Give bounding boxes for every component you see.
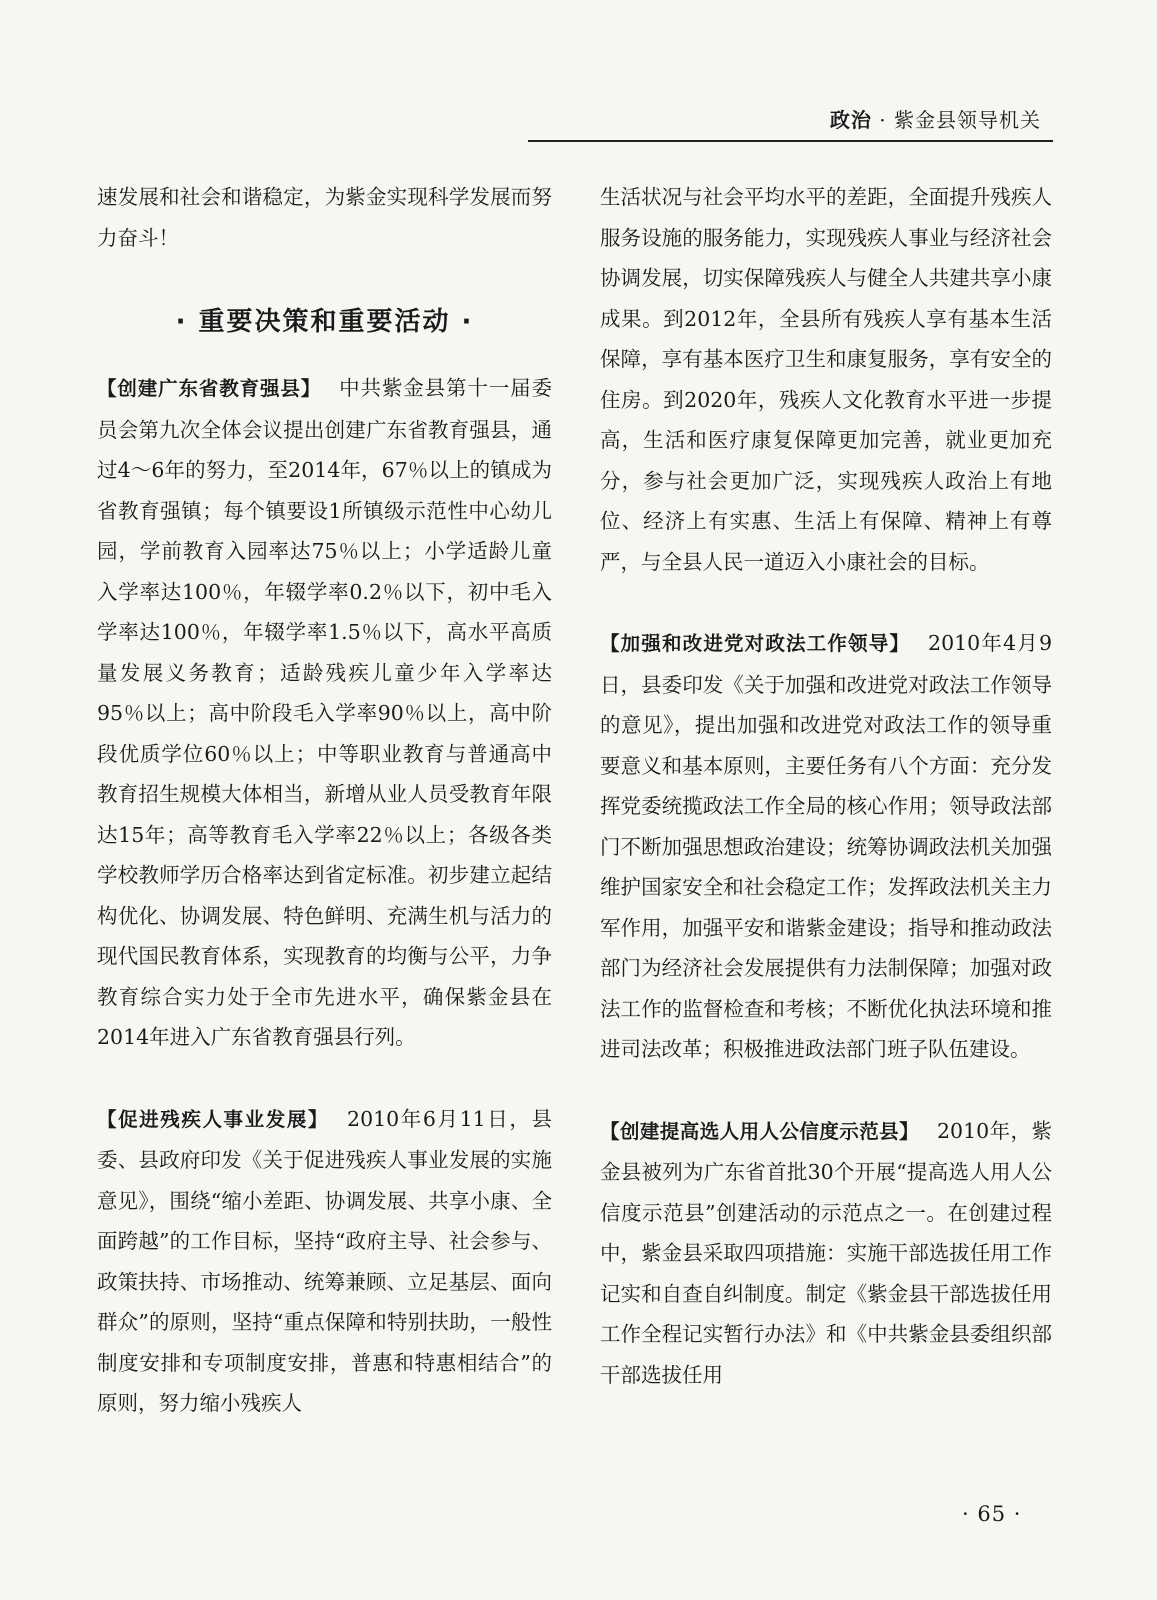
- entry-disabled-heading: 【促进残疾人事业发展】: [97, 1107, 330, 1131]
- entry-education: [97, 368, 552, 1058]
- left-column: [97, 177, 552, 1424]
- entry-disabled-text: 2010年6月11日，县委、县政府印发《关于促进残疾人事业发展的实施意见》，围绕“缩小差距、协调发展、共享小康、全面跨越”的工作目标，坚持“政府主导、社会参与、政策扶持、市场推动、统筹兼顾、立足基层、面向群众”的原则，坚持“重点保障和特别扶助，一般性制度安排和专项制度安排，普惠和特惠相结合”的原则，努力缩小残疾人: [97, 1106, 552, 1415]
- entry-personnel: [600, 1111, 1052, 1396]
- entry-education-text: 中共紫金县第十一届委员会第九次全体会议提出创建广东省教育强县，通过4～6年的努力，至2014年，67％以上的镇成为省教育强镇；每个镇要设1所镇级示范性中心幼儿园，学前教育入园率达75％以上；小学适龄儿童入学率达100％，年辍学率0.2％以下，初中毛入学率达100％，年辍学率1.5％以下，高水平高质量发展义务教育；适龄残疾儿童少年入学率达95％以上；高中阶段毛入学率90％以上，高中阶段优质学位60％以上；中等职业教育与普通高中教育招生规模大体相当，新增从业人员受教育年限达15年；高等教育毛入学率22％以上；各级各类学校教师学历合格率达到省定标准。初步建立起结构优化、协调发展、特色鲜明、充满生机与活力的现代国民教育体系，实现教育的均衡与公平，力争教育综合实力处于全市先进水平，确保紫金县在2014年进入广东省教育强县行列。: [97, 376, 552, 1049]
- entry-personnel-heading: 【创建提高选人用人公信度示范县】: [600, 1119, 920, 1143]
- entry-disabled-continued: 生活状况与社会平均水平的差距，全面提升残疾人服务设施的服务能力，实现残疾人事业与经济社会协调发展，切实保障残疾人与健全人共建共享小康成果。到2012年，全县所有残疾人享有基本生活保障，享有基本医疗卫生和康复服务，享有安全的住房。到2020年，残疾人文化教育水平进一步提高，生活和医疗康复保障更加完善，就业更加充分，参与社会更加广泛，实现残疾人政治上有地位、经济上有实惠、生活上有保障、精神上有尊严，与全县人民一道迈入小康社会的目标。: [600, 185, 1052, 574]
- section-title: · 重要决策和重要活动 ·: [175, 307, 474, 337]
- entry-personnel-text: 2010年，紫金县被列为广东省首批30个开展“提高选人用人公信度示范县”创建活动的示范点之一。在创建过程中，紫金县采取四项措施：实施干部选拔任用工作记实和自查自纠制度。制定《紫金县干部选拔任用工作全程记实暂行办法》和《中共紫金县委组织部干部选拔任用: [600, 1118, 1052, 1387]
- intro-paragraph: 速发展和社会和谐稳定，为紫金实现科学发展而努力奋斗！: [97, 185, 552, 250]
- header-text: [830, 104, 1041, 133]
- entry-legal-text: 2010年4月9日，县委印发《关于加强和改进党对政法工作领导的意见》，提出加强和改进党对政法工作的领导重要意义和基本原则，主要任务有八个方面：充分发挥党委统揽政法工作全局的核心作用；领导政法部门不断加强思想政治建设；统筹协调政法机关加强维护国家安全和社会稳定工作；发挥政法机关主力军作用，加强平安和谐紫金建设；指导和推动政法部门为经济社会发展提供有力法制保障；加强对政法工作的监督检查和考核；不断优化执法环境和推进司法改革；积极推进政法部门班子队伍建设。: [600, 631, 1052, 1061]
- entry-legal-heading: 【加强和改进党对政法工作领导】: [600, 632, 911, 655]
- entry-education-heading: 【创建广东省教育强县】: [97, 377, 322, 400]
- right-column: [600, 177, 1052, 1395]
- header-section: 政治: [829, 108, 872, 132]
- page-number: · 65 ·: [962, 1502, 1022, 1526]
- header-subsection: 紫金县领导机关: [894, 108, 1041, 132]
- entry-disabled: [97, 1099, 552, 1424]
- running-header: [528, 100, 1053, 142]
- entry-legal: [600, 623, 1052, 1070]
- header-separator: ·: [879, 108, 887, 132]
